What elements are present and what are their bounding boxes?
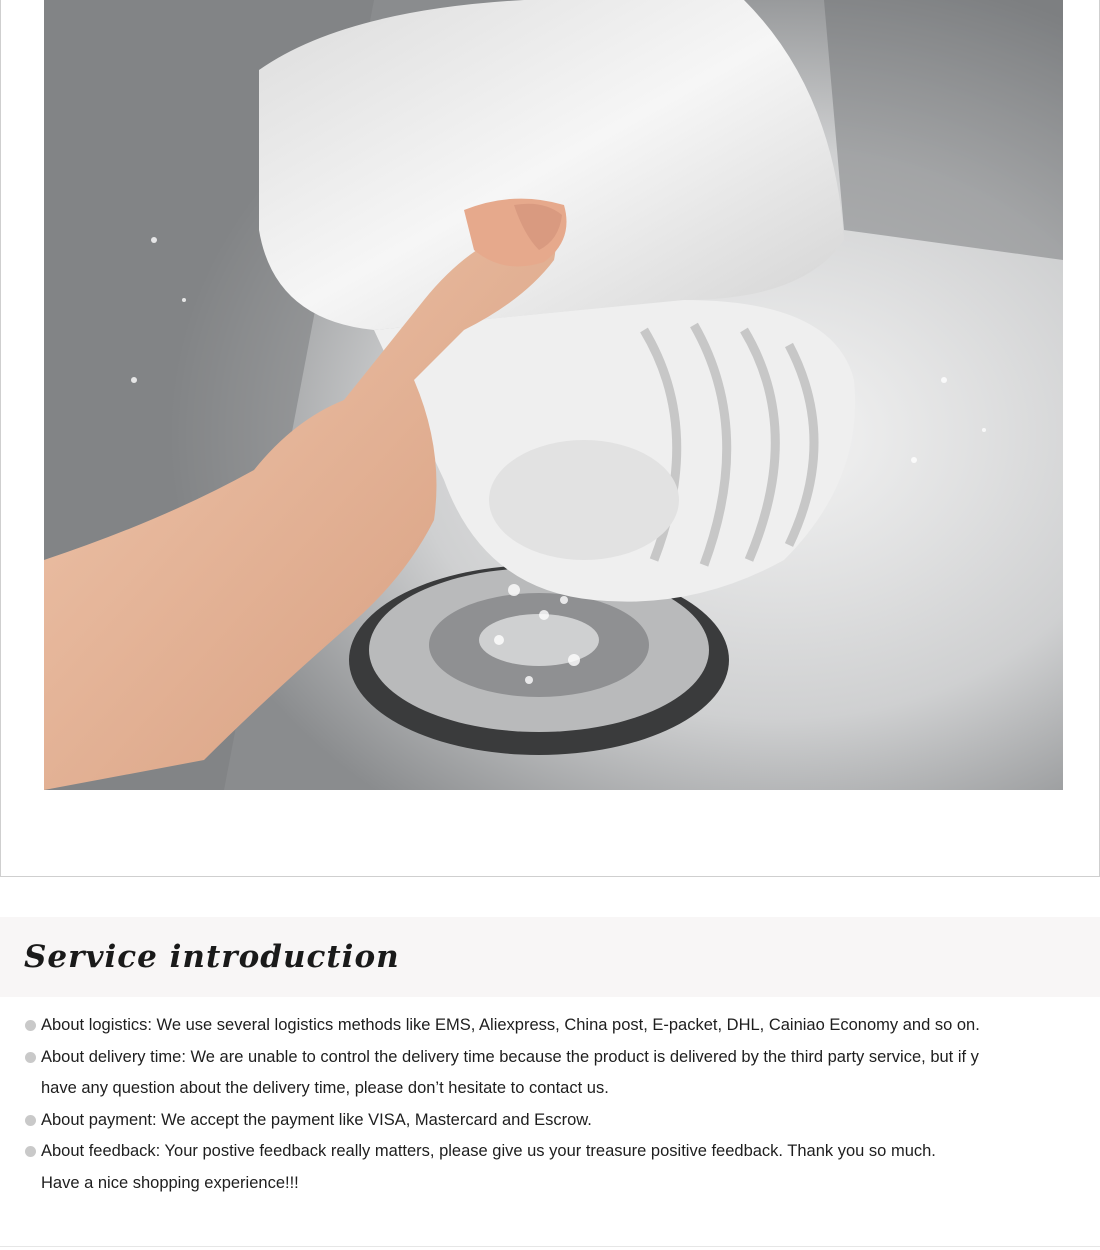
service-introduction-header (0, 917, 1100, 997)
service-item-logistics (24, 1010, 1094, 1042)
bullet-dot-icon (25, 1052, 36, 1063)
service-item-delivery-time (24, 1042, 1094, 1105)
service-item-feedback (24, 1136, 1094, 1199)
bullet-dot-icon (25, 1146, 36, 1157)
service-item-text-continued: Have a nice shopping experience!!! (41, 1173, 299, 1192)
bottom-divider (0, 1246, 1100, 1247)
service-item-text: About payment: We accept the payment like VISA, Mastercard and Escrow. (41, 1110, 592, 1129)
service-item-text: About delivery time: We are unable to control the delivery time because the product is delivered by the third party service, but if y (41, 1047, 979, 1066)
service-item-text: About feedback: Your postive feedback really matters, please give us your treasure positive feedback. Thank you so much. (41, 1142, 936, 1160)
service-info-list (24, 1010, 1094, 1199)
bullet-dot-icon (25, 1020, 36, 1031)
product-photo (44, 0, 1063, 790)
service-item-text-continued: have any question about the delivery time, please don’t hesitate to contact us. (41, 1079, 609, 1097)
product-photo-illustration (44, 0, 1063, 790)
bullet-dot-icon (25, 1115, 36, 1126)
service-item-text: About logistics: We use several logistics methods like EMS, Aliexpress, China post, E-packet, DHL, Cainiao Economy and so on. (41, 1016, 980, 1034)
service-introduction-title: Service introduction (24, 939, 400, 975)
service-item-payment (24, 1105, 1094, 1137)
